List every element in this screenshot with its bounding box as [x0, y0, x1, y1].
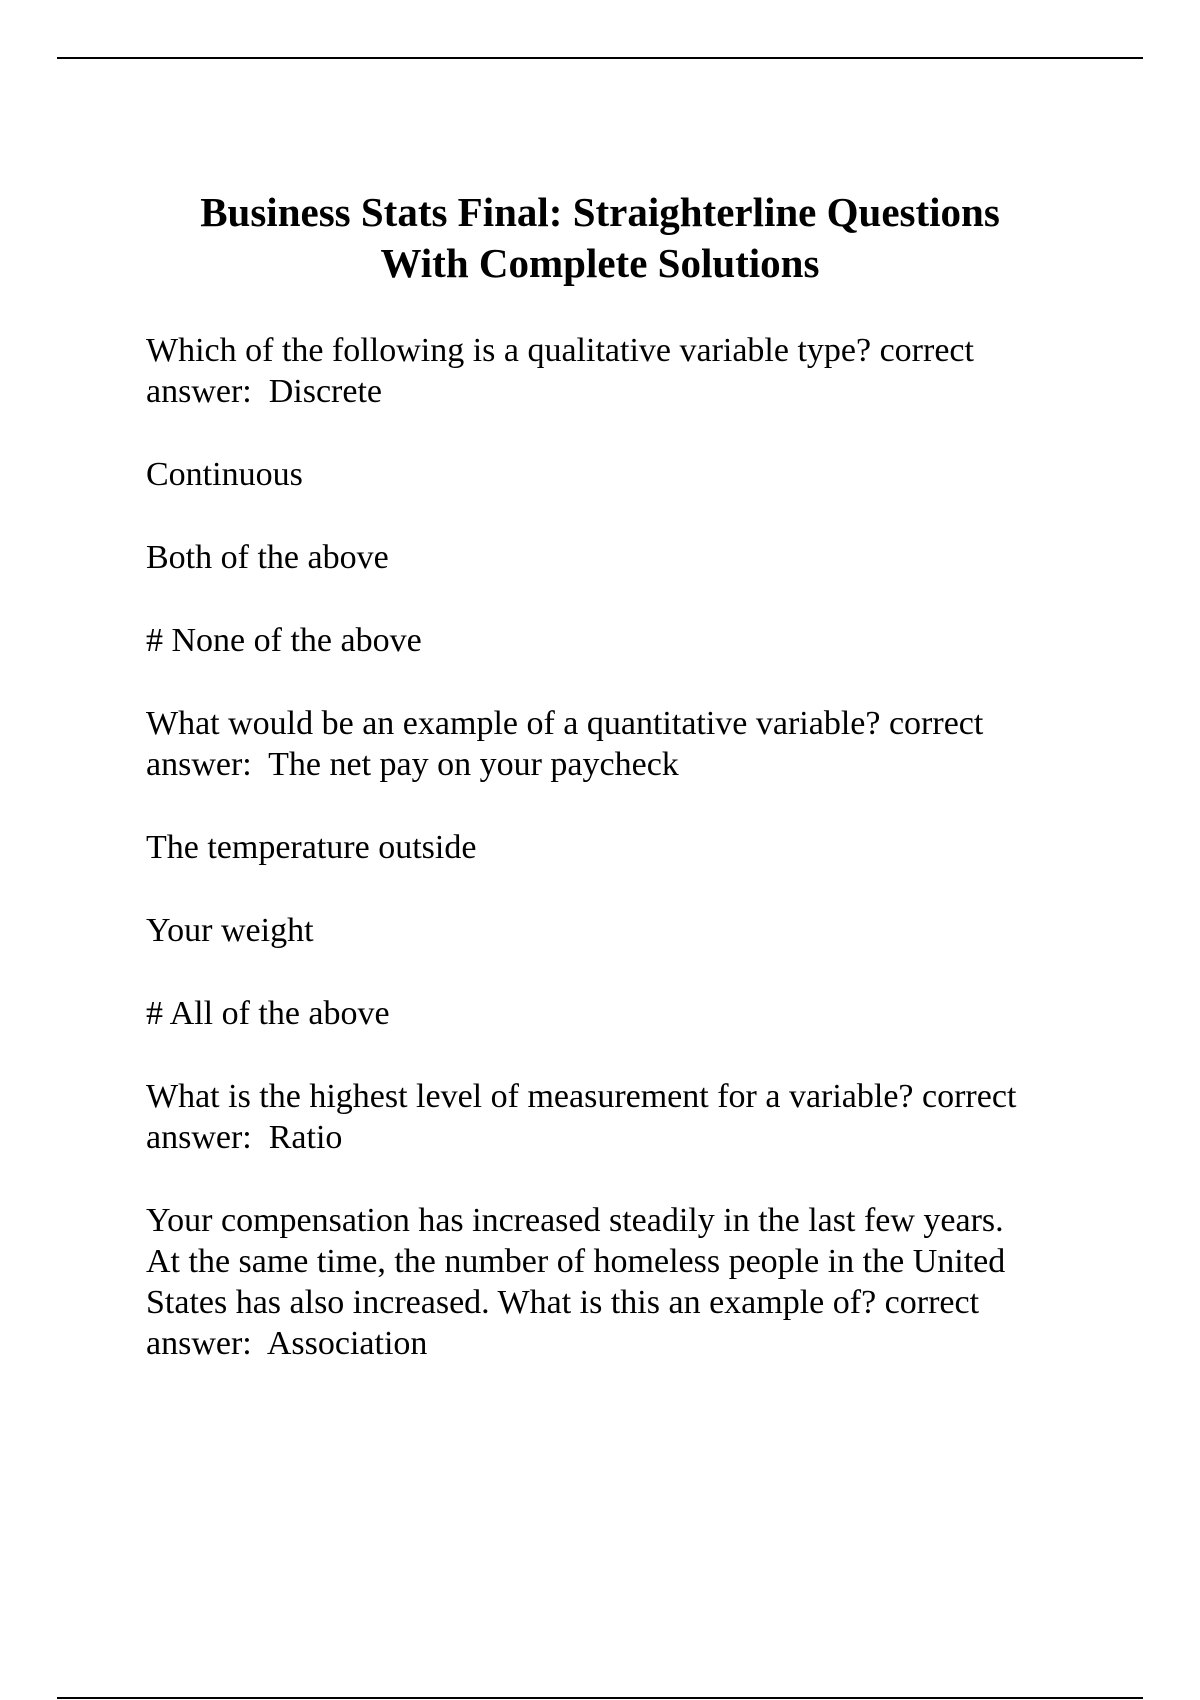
- text-line: # All of the above: [146, 995, 390, 1032]
- text-line: Your weight: [146, 912, 314, 949]
- text-line: The temperature outside: [146, 829, 477, 866]
- text-line: answer: The net pay on your paycheck: [146, 746, 679, 783]
- text-line: Your compensation has increased steadily in the last few years.: [146, 1202, 1004, 1239]
- document-title: [100, 187, 1100, 289]
- question-paragraph: [146, 330, 1086, 412]
- question-paragraph: [146, 1200, 1086, 1364]
- text-line: answer: Association: [146, 1325, 428, 1362]
- option-paragraph: [146, 537, 1086, 578]
- text-line: States has also increased. What is this an example of? correct: [146, 1284, 980, 1321]
- text-line: answer: Discrete: [146, 373, 383, 410]
- text-line: What would be an example of a quantitative variable? correct: [146, 705, 984, 742]
- text-line: answer: Ratio: [146, 1119, 343, 1156]
- document-body: [146, 330, 1086, 1406]
- text-line: At the same time, the number of homeless people in the United: [146, 1243, 1006, 1280]
- option-paragraph: [146, 620, 1086, 661]
- text-line: Continuous: [146, 456, 303, 493]
- text-line: What is the highest level of measurement for a variable? correct: [146, 1078, 1017, 1115]
- bottom-rule: [57, 1697, 1143, 1699]
- option-paragraph: [146, 827, 1086, 868]
- question-paragraph: [146, 1076, 1086, 1158]
- text-line: Which of the following is a qualitative variable type? correct: [146, 332, 974, 369]
- question-paragraph: [146, 703, 1086, 785]
- text-line: Both of the above: [146, 539, 389, 576]
- text-line: # None of the above: [146, 622, 422, 659]
- option-paragraph: [146, 454, 1086, 495]
- option-paragraph: [146, 910, 1086, 951]
- top-rule: [57, 57, 1143, 59]
- title-line: Business Stats Final: Straighterline Questions: [200, 189, 1000, 235]
- title-line: With Complete Solutions: [380, 240, 820, 286]
- option-paragraph: [146, 993, 1086, 1034]
